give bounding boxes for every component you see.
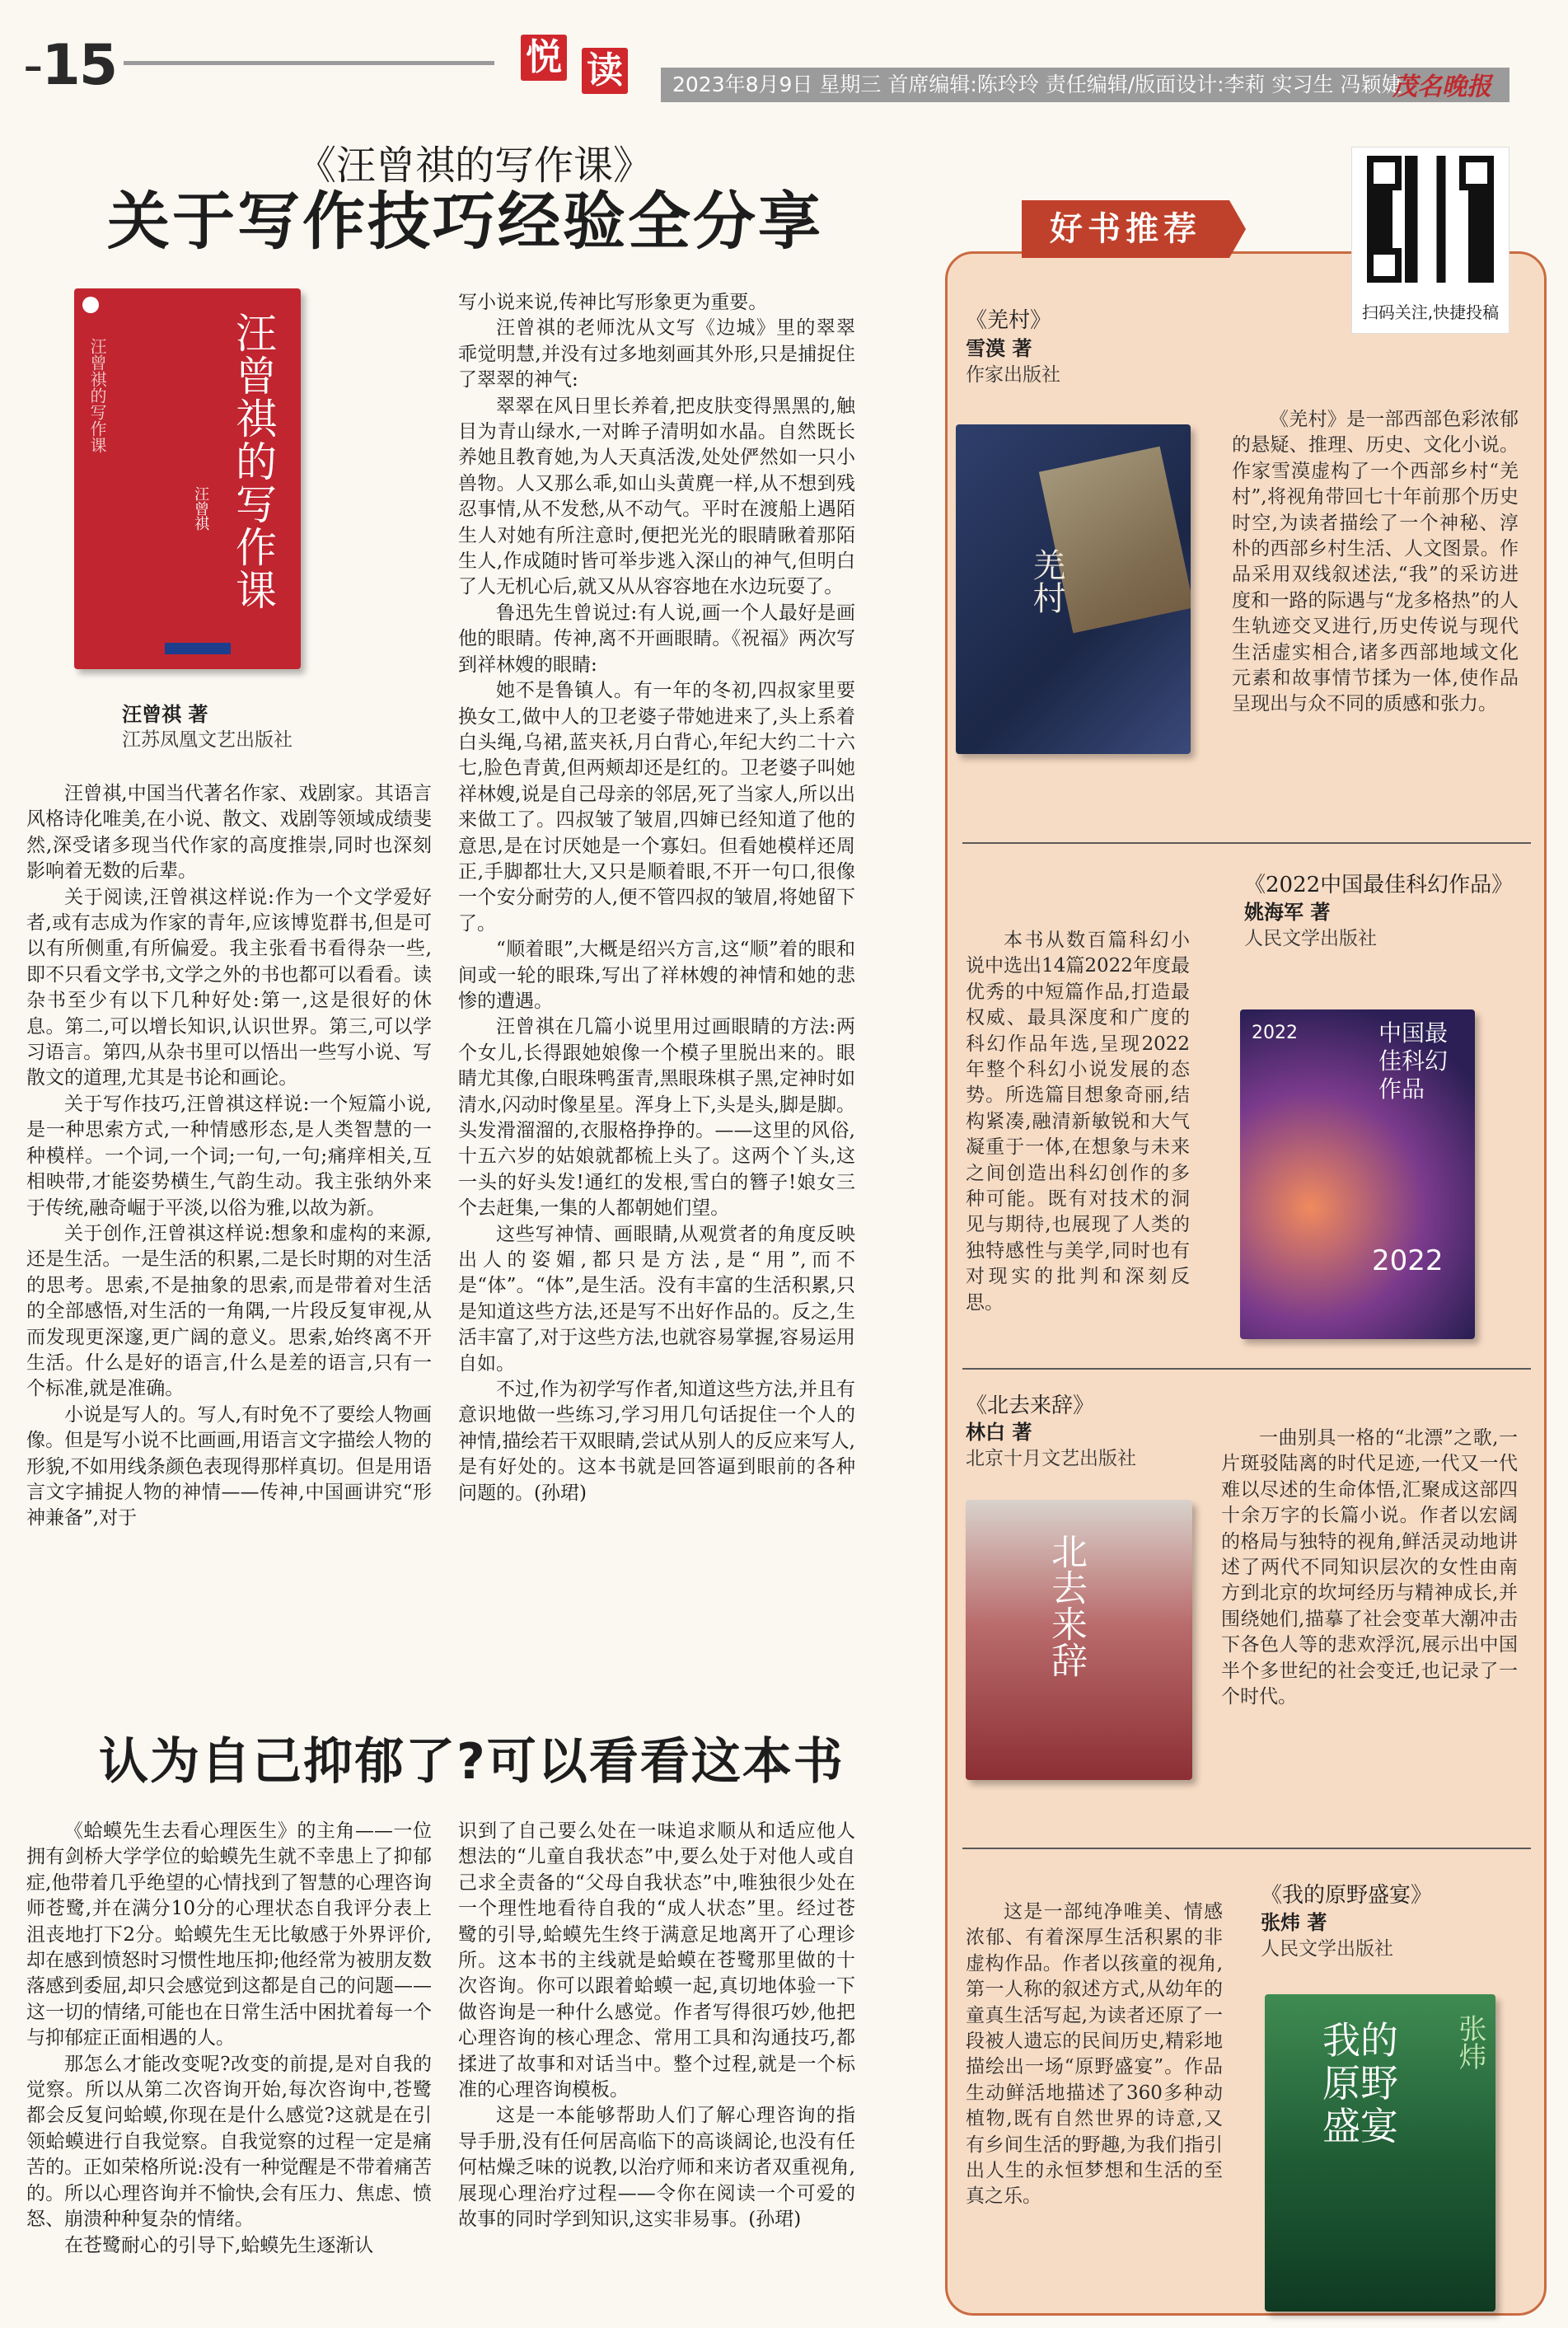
book4-text: 这是一部纯净唯美、情感浓郁、有着深厚生活积累的非虚构作品。作者以孩童的视角,第一人称的叙述方式,从幼年的童真生活写起,为读者还原了一段被人遗忘的民间历史,精彩地描绘出一场“原野盛宴”。作品生动鲜活地描述了360多种动植物,既有自然世界的诗意,又有乡间生活的野趣,为我们指引出人生的永恒梦想和生活的至真之乐。: [966, 1901, 1223, 2208]
cover-title: 北去来辞: [1045, 1533, 1087, 1678]
paragraph: 翠翠在风日里长养着,把皮肤变得黑黑的,触目为青山绿水,一对眸子清明如水晶。自然既长养她且教育她,为人天真活泼,处处俨然如一只小兽物。人又那么乖,如山头黄麂一样,从不想到残忍事情,从不发愁,从不动气。平时在渡船上遇陌生人对她有所注意时,便把光光的眼睛瞅着那陌生人,作成随时皆可举步逃入深山的神气,但明白了人无机心后,就又从从容容地在水边玩耍了。: [458, 395, 855, 598]
book3-text: 一曲别具一格的“北漂”之歌,一片斑驳陆离的时代足迹,一代又一代难以尽述的生命体悟,汇聚成这部四十余万字的长篇小说。作者以宏阔的格局与独特的视角,鲜活灵动地讲述了两代不同知识层次的女性由南方到北京的坎坷经历与精神成长,并围绕她们,描摹了社会变革大潮冲击下各色人等的悲欢浮沉,展示出中国半个多世纪的社会变迁,也记录了一个时代。: [1221, 1427, 1518, 1708]
book1-text: 《羌村》是一部西部色彩浓郁的悬疑、推理、历史、文化小说。作家雪漠虚构了一个西部乡村“羌村”,将视角带回七十年前那个历史时空,为读者描绘了一个神秘、淳朴的西部乡村生活、人文图景。作品采用双线叙述法,“我”的采访进度和一路的际遇与“龙多格热”的人生轨迹交叉进行,历史传说与现代生活虚实相合,诸多西部地域文化元素和故事情节揉为一体,使作品呈现出与众不同的质感和张力。: [1232, 409, 1519, 715]
book4-author: 张炜 著: [1261, 1911, 1327, 1934]
paragraph: 汪曾祺,中国当代著名作家、戏剧家。其语言风格诗化唯美,在小说、散文、戏剧等领域成绩斐然,深受诸多现当代作家的高度推崇,同时也深刻影响着无数的后辈。: [26, 783, 432, 883]
qr-finder-icon: [1367, 248, 1402, 283]
book3-cover: [966, 1500, 1192, 1780]
cover-title: 中国最佳科幻作品: [1378, 1019, 1449, 1103]
cover-year-large: 2022: [1372, 1244, 1444, 1277]
paragraph: 关于写作技巧,汪曾祺这样说:一个短篇小说,是一种思索方式,一种情感形态,是人类智慧的一种模样。一个词,一个词;一句,一句;痛痒相关,互相映带,才能姿势横生,气韵生动。我主张纳外来于传统,融奇崛于平淡,以俗为雅,以故为新。: [26, 1093, 432, 1219]
book1-publisher: 作家出版社: [966, 364, 1060, 386]
book4-publisher: 人民文学出版社: [1261, 1938, 1393, 1960]
book2-title: 《2022中国最佳科幻作品》: [1244, 873, 1514, 897]
paragraph: 那怎么才能改变呢?改变的前提,是对自我的觉察。所以从第二次咨询开始,每次咨询中,苍鹭都会反复问蛤蟆,你现在是什么感觉?这就是在引领蛤蟆进行自我觉察。自我觉察的过程一定是痛苦的。正如荣格所说:没有一种觉醒是不带着痛苦的。所以心理咨询并不愉快,会有压力、焦虑、愤怒、崩溃种种复杂的情绪。: [26, 2053, 432, 2231]
article1-headline: 关于写作技巧经验全分享: [107, 185, 823, 258]
issue-line: 2023年8月9日 星期三 首席编辑:陈玲玲 责任编辑/版面设计:李莉 实习生 冯颖婕: [661, 68, 1509, 102]
book1-author: 雪漠 著: [966, 337, 1032, 360]
book4-cover: [1265, 1994, 1495, 2312]
paragraph: 在苍鹭耐心的引导下,蛤蟆先生逐渐认: [64, 2234, 374, 2256]
book1-title: 《羌村》: [966, 308, 1052, 333]
paragraph: 这是一本能够帮助人们了解心理咨询的指导手册,没有任何居高临下的高谈阔论,也没有任何枯燥乏味的说教,以治疗师和来访者双重视角,展现心理治疗过程——令你在阅读一个可爱的故事的同时学到知识,这实非易事。(孙珺): [458, 2105, 855, 2231]
sidebar-divider: [962, 1848, 1531, 1849]
section-char-2: 读: [582, 48, 628, 94]
cover-badge-icon: [82, 297, 99, 313]
section-char-1: 悦: [521, 35, 567, 81]
book3-publisher: 北京十月文艺出版社: [966, 1448, 1136, 1469]
paragraph: 汪曾祺的老师沈从文写《边城》里的翠翠乖觉明慧,并没有过多地刻画其外形,只是捕捉住了翠翠的神气:: [458, 317, 855, 391]
paragraph: 关于阅读,汪曾祺这样说:作为一个文学爱好者,或有志成为作家的青年,应该博览群书,但是可以有所侧重,有所偏爱。我主张看书看得杂一些,即不只看文学书,文学之外的书也都可以看看。读杂书至少有以下几种好处:第一,这是很好的休息。第二,可以增长知识,认识世界。第三,可以学习语言。第四,从杂书里可以悟出一些写小说、写散文的道理,尤其是书论和画论。: [26, 886, 432, 1089]
cover-author: 汪曾祺: [192, 486, 209, 531]
book2-cover: [1240, 1009, 1475, 1339]
qr-caption: 扫码关注,快捷投稿: [1361, 302, 1500, 322]
article1-kicker: 《汪曾祺的写作课》: [297, 143, 653, 189]
paragraph: “顺着眼”,大概是绍兴方言,这“顺”着的眼和间或一轮的眼珠,写出了祥林嫂的神情和她的悲惨的遭遇。: [458, 939, 855, 1012]
paragraph: 这些写神情、画眼睛,从观赏者的角度反映出人的姿媚,都只是方法,是“用”,而不是“体”。“体”,是生活。没有丰富的生活积累,只是知道这些方法,还是写不出好作品的。反之,生活丰富了,对于这些方法,也就容易掌握,容易运用自如。: [458, 1223, 855, 1375]
book3-title: 《北去来辞》: [966, 1394, 1095, 1418]
newspaper-logo: 茂名晚报: [1392, 73, 1491, 101]
paragraph: 她不是鲁镇人。有一年的冬初,四叔家里要换女工,做中人的卫老婆子带她进来了,头上系着白头绳,乌裙,蓝夹袄,月白背心,年纪大约二十六七,脸色青黄,但两颊却还是红的。卫老婆子叫她祥林嫂,说是自己母亲的邻居,死了当家人,所以出来做工了。四叔皱了皱眉,四婶已经知道了他的意思,是在讨厌她是一个寡妇。但看她模样还周正,手脚都壮大,又只是顺着眼,不开一句口,很像一个安分耐劳的人,便不管四叔的皱眉,将她留下了。: [458, 680, 855, 934]
qr-code-block[interactable]: [1351, 147, 1509, 334]
book2-text: 本书从数百篇科幻小说中选出14篇2022年度最优秀的中短篇作品,打造最权威、最具深度和广度的科幻作品年选,呈现2022年整个科幻小说发展的态势。所选篇目想象奇丽,结构紧凑,融清新敏锐和大气凝重于一体,在想象与未来之间创造出科幻创作的多种可能。既有对技术的洞见与期待,也展现了人类的独特感性与美学,同时也有对现实的批判和深刻反思。: [966, 930, 1190, 1314]
paragraph: 《蛤蟆先生去看心理医生》的主角——一位拥有剑桥大学学位的蛤蟆先生就不幸患上了抑郁症,他带着几乎绝望的心情找到了智慧的心理咨询师苍鹭,并在满分10分的心理状态自我评分表上沮丧地打下2分。蛤蟆先生无比敏感于外界评价,却在感到愤怒时习惯性地压抑;他经常为被朋友数落感到委屈,却只会感觉到这都是自己的问题——这一切的情绪,可能也在日常生活中困扰着每一个与抑郁症正面相遇的人。: [26, 1820, 432, 2049]
cover-title: 汪曾祺的写作课: [229, 311, 277, 611]
article1-col2: [458, 290, 855, 1506]
sidebar-divider: [962, 842, 1531, 844]
page-number: -15: [23, 33, 117, 98]
book2-author: 姚海军 著: [1244, 901, 1331, 924]
article2-col2: [458, 1819, 855, 2233]
article1-author: 汪曾祺 著: [122, 703, 208, 726]
paragraph: 关于创作,汪曾祺这样说:想象和虚构的来源,还是生活。一是生活的积累,二是长时期的对生活的思考。思索,不是抽象的思索,而是带着对生活的全部感悟,对生活的一角隅,一片段反复审视,从而发现更深邃,更广阔的意义。思索,始终离不开生活。什么是好的语言,什么是差的语言,只有一个标准,就是准确。: [26, 1222, 432, 1400]
masthead: [0, 0, 1568, 115]
cover-spine-title: 汪曾祺的写作课: [87, 338, 107, 453]
cover-publisher-mark: [165, 643, 231, 654]
book3-author: 林白 著: [966, 1421, 1032, 1444]
paragraph: 写小说来说,传神比写形象更为重要。: [458, 292, 768, 313]
book1-cover: [956, 424, 1191, 754]
paragraph: 不过,作为初学写作者,知道这些方法,并且有意识地做一些练习,学习用几句话捉住一个人的神情,描绘若干双眼睛,尝试从别人的反应来写人,是有好处的。这本书就是回答逼到眼前的各种问题的。(孙珺): [458, 1379, 855, 1504]
cover-title: 羌村: [1027, 548, 1065, 614]
book4-title: 《我的原野盛宴》: [1261, 1883, 1433, 1908]
header-rule: [124, 61, 494, 65]
qr-finder-icon: [1459, 156, 1494, 190]
book2-publisher: 人民文学出版社: [1244, 928, 1377, 949]
article1-publisher: 江苏凤凰文艺出版社: [122, 729, 293, 751]
article2-col1: [26, 1819, 432, 2259]
book-cover-wangzengqi: [74, 288, 301, 669]
paragraph: 汪曾祺在几篇小说里用过画眼睛的方法:两个女儿,长得跟她娘像一个模子里脱出来的。眼睛尤其像,白眼珠鸭蛋青,黑眼珠棋子黑,定神时如清水,闪动时像星星。浑身上下,头是头,脚是脚。头发滑溜溜的,衣服格挣挣的。——这里的风俗,十五六岁的姑娘就都梳上头了。这两个丫头,这一头的好头发!通红的发根,雪白的簪子!娘女三个去赶集,一集的人都朝她们望。: [458, 1016, 855, 1220]
sidebar-divider: [962, 1368, 1531, 1370]
cover-year: 2022: [1252, 1023, 1298, 1043]
paragraph: 小说是写人的。写人,有时免不了要绘人物画像。但是写小说不比画画,用语言文字描绘人物的形貌,不如用线条颜色表现得那样真切。但是用语言文字捕捉人物的神情——传神,中国画讲究“形神兼备”,对于: [26, 1403, 432, 1529]
recommend-banner: 好书推荐: [1022, 200, 1229, 258]
cover-title: 我的原野盛宴: [1322, 2018, 1398, 2148]
cover-author: 张炜: [1453, 2014, 1486, 2070]
paragraph: 识到了自己要么处在一味追求顺从和适应他人想法的“儿童自我状态”中,要么处于对他人或自己求全责备的“父母自我状态”中,唯独很少处在一个理性地看待自我的“成人状态”里。经过苍鹭的引导,蛤蟆先生终于满意足地离开了心理诊所。这本书的主线就是蛤蟆在苍鹭那里做的十次咨询。你可以跟着蛤蟆一起,真切地体验一下做咨询是一种什么感觉。作者写得很巧妙,他把心理咨询的核心理念、常用工具和沟通技巧,都揉进了故事和对话当中。整个过程,就是一个标准的心理咨询模板。: [458, 1820, 855, 2101]
article1-col1: [26, 781, 432, 1532]
paragraph: 鲁迅先生曾说过:有人说,画一个人最好是画他的眼睛。传神,离不开画眼睛。《祝福》两次写到祥林嫂的眼睛:: [458, 602, 855, 676]
qr-finder-icon: [1367, 156, 1402, 190]
article2-headline: 认为自己抑郁了?可以看看这本书: [99, 1733, 845, 1791]
banner-tail: [1229, 200, 1246, 258]
